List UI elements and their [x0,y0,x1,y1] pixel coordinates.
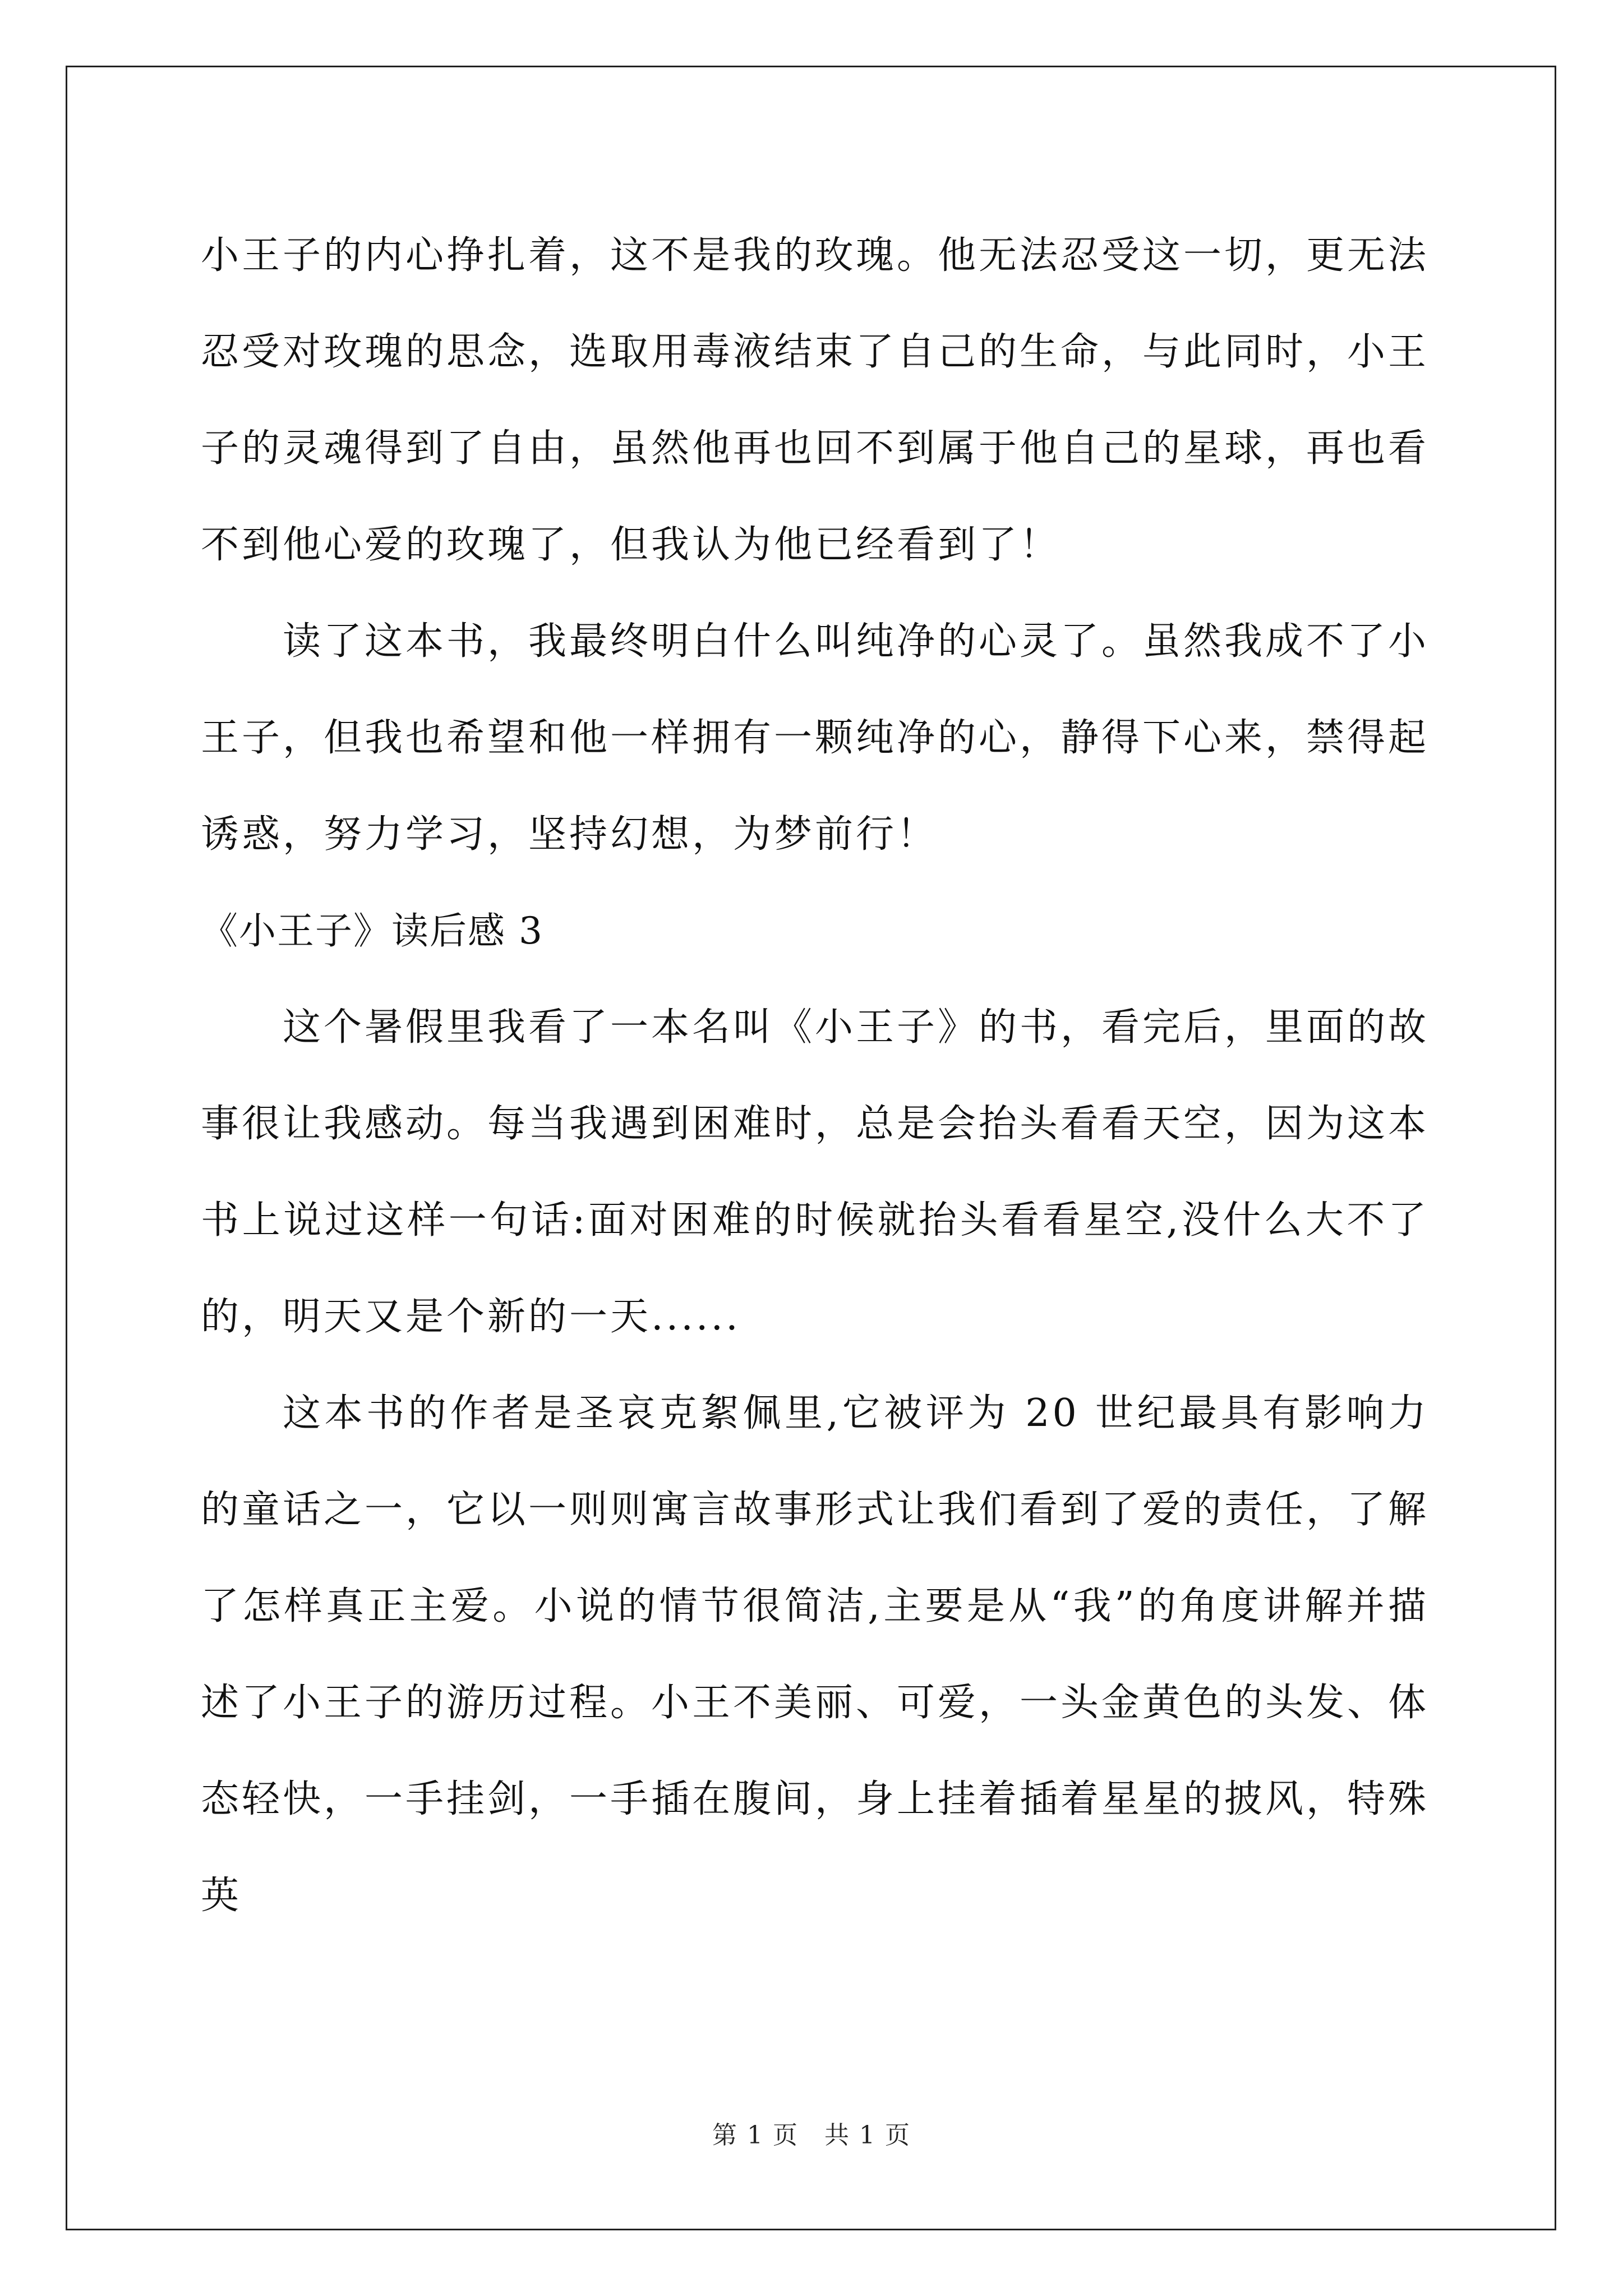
page-footer: 第 1 页 共 1 页 [712,2121,911,2150]
paragraph-reflection: 读了这本书，我最终明白什么叫纯净的心灵了。虽然我成不了小王子，但我也希望和他一样拥有一颗纯净的心，静得下心来，禁得起诱惑，努力学习，坚持幻想，为梦前行！ [201,619,1430,857]
document-body [201,208,1429,1944]
section-heading: 《小王子》读后感 3 [201,909,543,953]
paragraph-continuation: 小王子的内心挣扎着，这不是我的玫瑰。他无法忍受这一切，更无法忍受对玫瑰的思念，选取用毒液结束了自己的生命，与此同时，小王子的灵魂得到了自由，虽然他再也回不到属于他自己的星球，再也看不到他心爱的玫瑰了，但我认为他已经看到了！ [201,233,1430,567]
paragraph-summer-reading: 这个暑假里我看了一本名叫《小王子》的书，看完后，里面的故事很让我感动。每当我遇到困难时，总是会抬头看看天空，因为这本书上说过这样一句话:面对困难的时候就抬头看看星空,没什么大不了的，明天又是个新的一天...... [201,1005,1430,1339]
paragraph-author-intro: 这本书的作者是圣哀克絮佩里,它被评为 20 世纪最具有影响力的童话之一，它以一则则寓言故事形式让我们看到了爱的责任，了解了怎样真正主爱。小说的情节很简洁,主要是从“我”的角度讲解并描述了小王子的游历过程。小王不美丽、可爱，一头金黄色的头发、体态轻快，一手挂剑，一手插在腹间，身上挂着插着星星的披风，特殊英 [201,1391,1430,1918]
